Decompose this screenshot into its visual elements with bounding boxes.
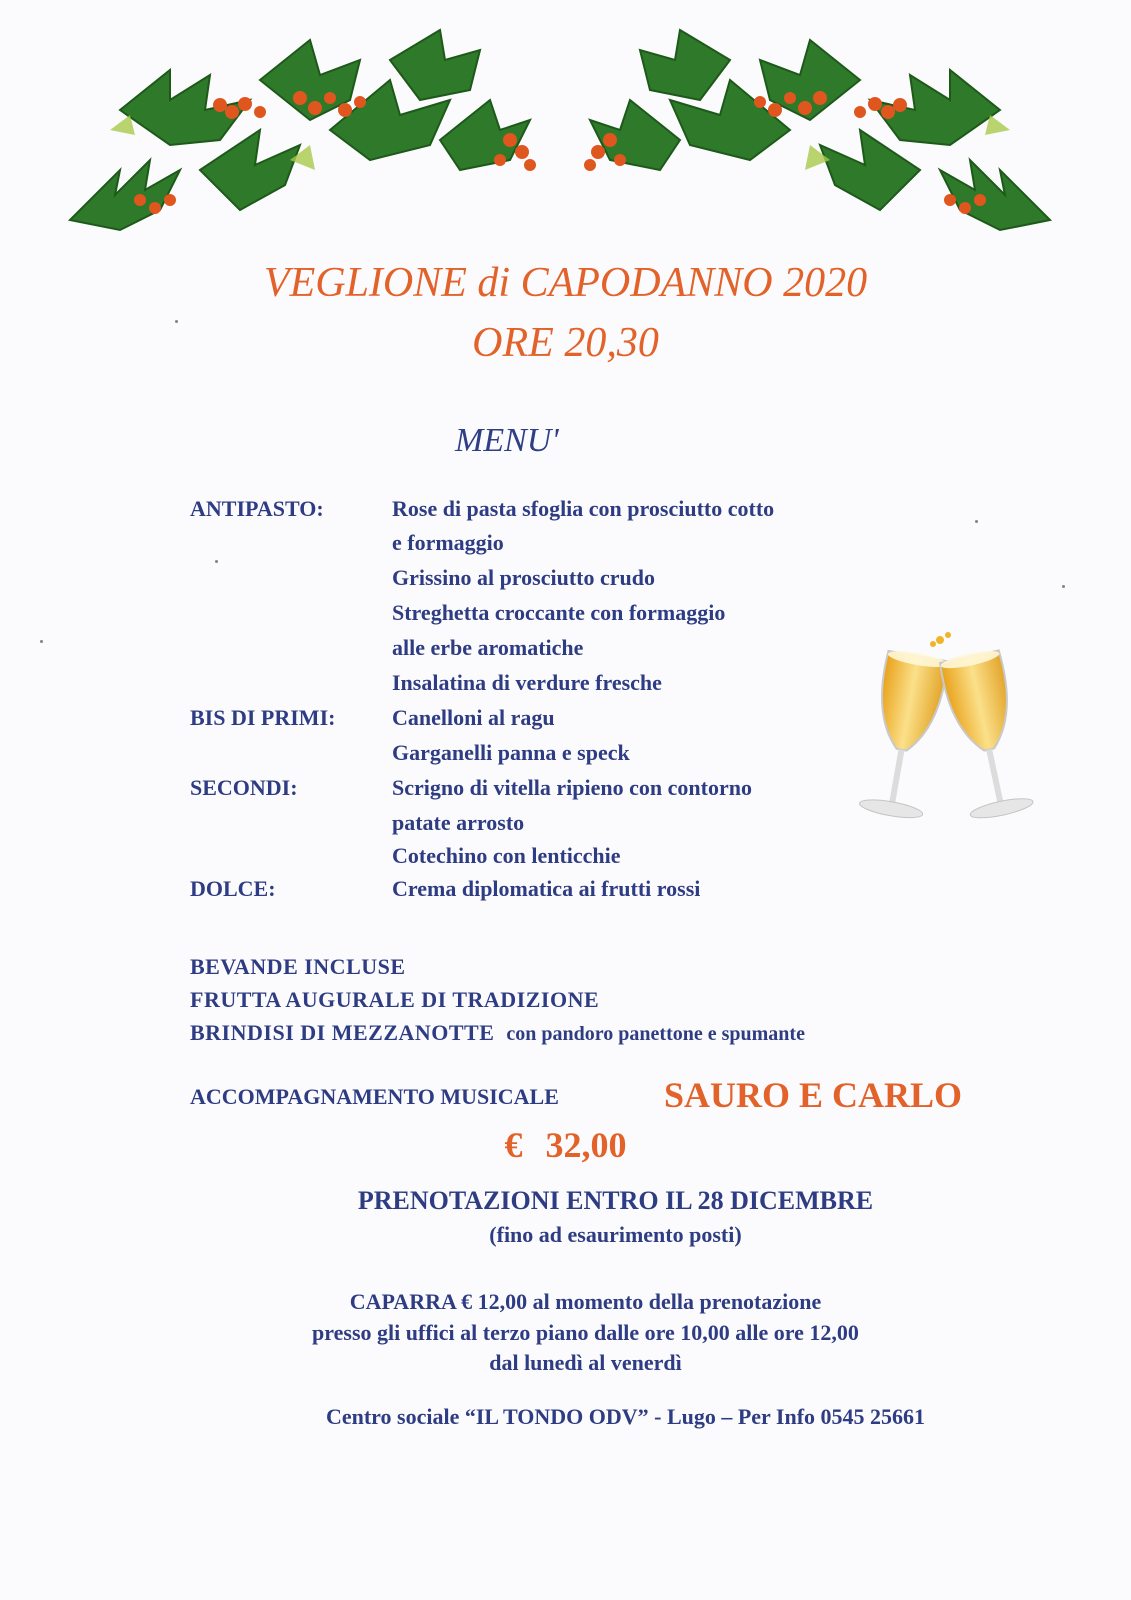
- holly-garland-icon: [60, 20, 1060, 250]
- office-hours: presso gli uffici al terzo piano dalle ore 10,00 alle ore 12,00: [312, 1320, 859, 1345]
- scan-speck: [40, 640, 43, 643]
- event-time: ORE 20,30: [472, 320, 659, 366]
- dish-item: Canelloni al ragu: [392, 705, 555, 730]
- dish-item: Grissino al prosciutto crudo: [392, 565, 656, 590]
- dish-item: Cotechino con lenticchie: [392, 843, 621, 868]
- scan-speck: [1062, 585, 1065, 588]
- booking-deadline: PRENOTAZIONI ENTRO IL 28 DICEMBRE: [357, 1186, 874, 1215]
- extras-drinks: BEVANDE INCLUSE: [190, 954, 406, 979]
- dish-item: e formaggio: [392, 530, 504, 555]
- champagne-toast-icon: [845, 630, 1045, 840]
- dish-item: Streghetta croccante con formaggio: [392, 600, 726, 625]
- event-title: VEGLIONE di CAPODANNO 2020: [263, 260, 868, 306]
- dish-item: Rose di pasta sfoglia con prosciutto cotto: [392, 496, 775, 521]
- extras-toast-main: BRINDISI DI MEZZANOTTE: [190, 1020, 495, 1045]
- contact-info: Centro sociale “IL TONDO ODV” - Lugo – Per Info 0545 25661: [325, 1404, 926, 1429]
- course-label-primi: BIS DI PRIMI:: [190, 705, 336, 730]
- price: € 32,00: [504, 1125, 627, 1165]
- course-label-secondi: SECONDI:: [190, 775, 298, 800]
- scan-speck: [215, 560, 218, 563]
- scan-speck: [175, 320, 178, 323]
- deposit-line: CAPARRA € 12,00 al momento della prenotazione: [349, 1289, 822, 1314]
- dish-item: Insalatina di verdure fresche: [392, 670, 662, 695]
- music-performers: SAURO E CARLO: [664, 1075, 963, 1115]
- office-days: dal lunedì al venerdì: [489, 1350, 682, 1375]
- dish-item: Crema diplomatica ai frutti rossi: [392, 876, 701, 901]
- course-label-dolce: DOLCE:: [190, 876, 276, 901]
- scan-speck: [975, 520, 978, 523]
- extras-block: [190, 950, 805, 1051]
- booking-note: (fino ad esaurimento posti): [489, 1222, 742, 1247]
- menu-heading: MENU': [455, 422, 559, 459]
- dish-item: Scrigno di vitella ripieno con contorno: [392, 775, 752, 800]
- dish-item: patate arrosto: [392, 810, 525, 835]
- extras-toast-detail: con pandoro panettone e spumante: [506, 1023, 805, 1045]
- dish-item: Garganelli panna e speck: [392, 740, 630, 765]
- dish-item: alle erbe aromatiche: [392, 635, 584, 660]
- music-label: ACCOMPAGNAMENTO MUSICALE: [190, 1084, 559, 1109]
- course-label-antipasto: ANTIPASTO:: [190, 496, 324, 521]
- extras-toast: [190, 1016, 805, 1051]
- extras-fruit: FRUTTA AUGURALE DI TRADIZIONE: [190, 987, 600, 1012]
